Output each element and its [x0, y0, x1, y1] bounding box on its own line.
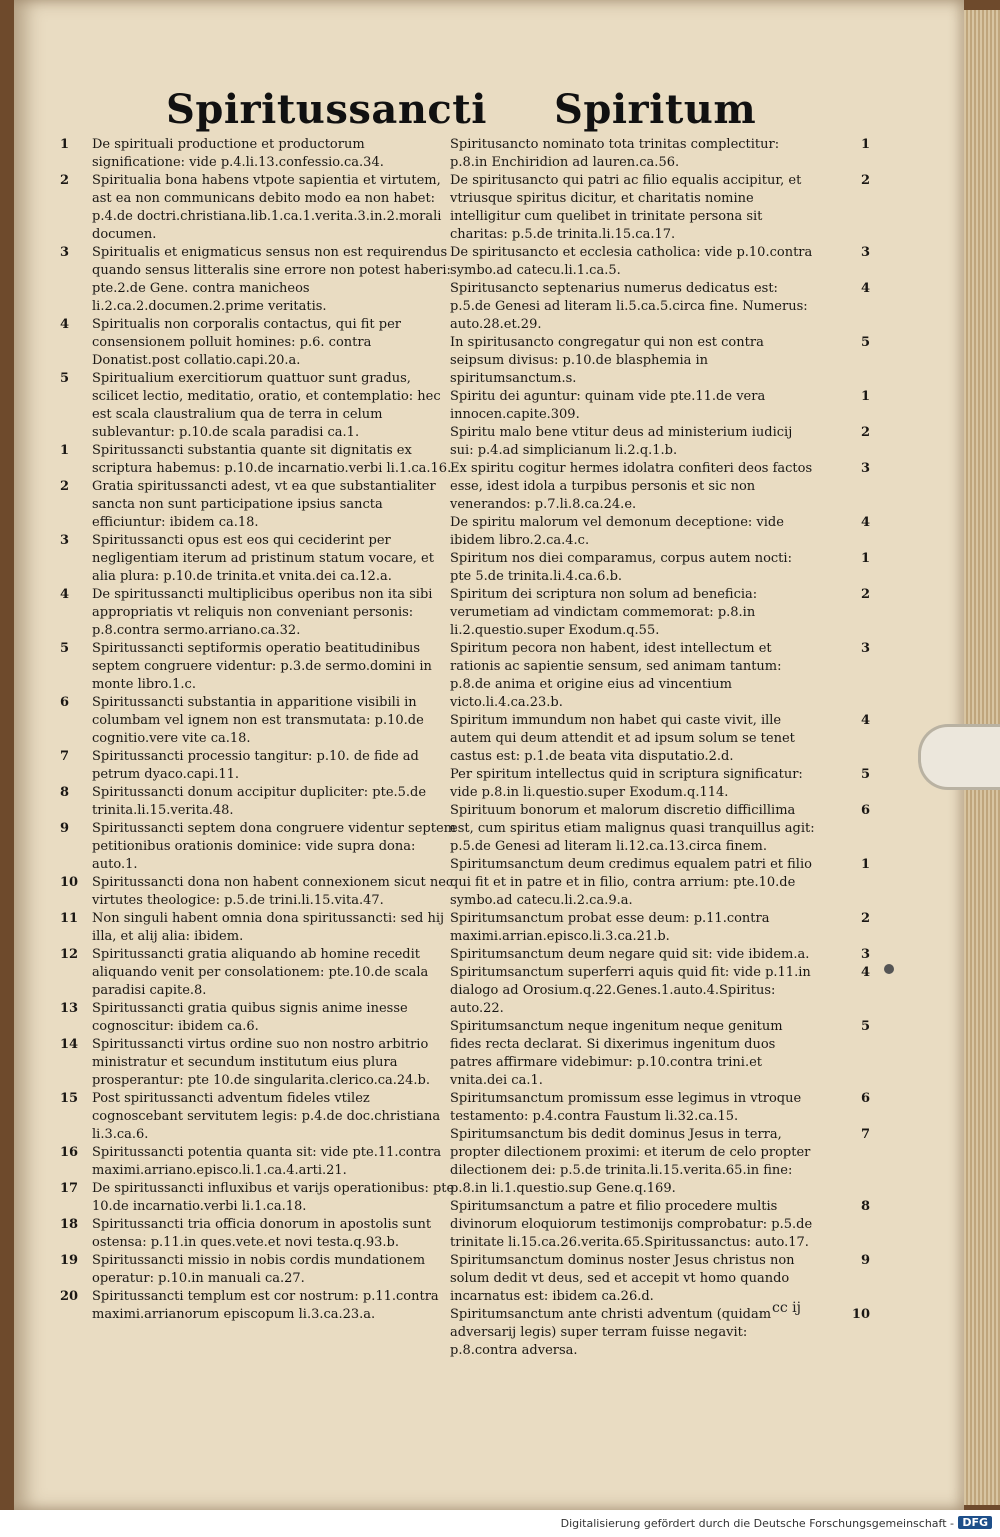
entry-number: 1: [860, 857, 870, 872]
entry-text: Spiritussancti missio in nobis cordis mundationem operatur: p.10.in manuali ca.27.: [92, 1253, 426, 1286]
index-entry: [58, 244, 458, 316]
entry-number: 1: [60, 443, 70, 458]
entry-number: 1: [860, 551, 870, 566]
entry-text: Spiritumsanctum a patre et filio procedere multis divinorum eloquiorum testimonijs comprobatur: p.5.de trinitate li.15.ca.26.verita.65.Spiritussanctus: auto.17.: [450, 1199, 813, 1250]
entry-number: 3: [860, 947, 870, 962]
entry-text: Spiritussancti virtus ordine suo non nostro arbitrio ministratur et secundum institutum eius plura prosperantur: pte 10.de singularita.clerico.ca.24.b.: [92, 1037, 430, 1088]
index-entry: [58, 532, 458, 586]
entry-text: Spiritumsanctum ante christi adventum (quidam adversarij legis) super terram fuisse negavit: p.8.contra adversa.: [450, 1307, 772, 1358]
entry-number: 2: [860, 425, 870, 440]
footer-credit: Digitalisierung gefördert durch die Deutsche Forschungsgemeinschaft -: [560, 1517, 954, 1530]
entry-number: 7: [60, 749, 70, 764]
entry-text: Spiritum pecora non habent, idest intellectum et rationis ac sapientie sensum, sed animam tantum: p.8.de anima et origine eius ad vincentium victo.li.4.ca.23.b.: [450, 641, 782, 710]
index-entry: [58, 694, 458, 748]
entry-text: De spirituali productione et productorum significatione: vide p.4.li.13.confessio.ca.34.: [92, 137, 384, 170]
index-entry: [450, 1126, 870, 1198]
entry-text: Spiritussancti processio tangitur: p.10. de fide ad petrum dyaco.capi.11.: [92, 749, 419, 782]
entry-number: 13: [60, 1001, 79, 1016]
entry-text: Spirituum bonorum et malorum discretio difficillima est, cum spiritus etiam malignus quasi tranquillus agit: p.5.de Genesi ad literam li.12.ca.13.circa finem.: [450, 803, 815, 854]
entry-number: 1: [60, 137, 70, 152]
page-spot: [884, 964, 894, 974]
entry-number: 15: [60, 1091, 79, 1106]
index-entry: [58, 478, 458, 532]
index-entry: [450, 802, 870, 856]
entry-number: 3: [860, 461, 870, 476]
entry-number: 7: [860, 1127, 870, 1142]
entry-number: 16: [60, 1145, 79, 1160]
entry-text: Spiritusancto nominato tota trinitas complectitur: p.8.in Enchiridion ad lauren.ca.56.: [450, 137, 780, 170]
entry-number: 1: [860, 137, 870, 152]
index-entry: [450, 1090, 870, 1126]
index-entry: [58, 640, 458, 694]
entry-text: De spiritu malorum vel demonum deceptione: vide ibidem libro.2.ca.4.c.: [450, 515, 784, 548]
index-entry: [450, 640, 870, 712]
index-entry: [450, 172, 870, 244]
entry-number: 5: [860, 335, 870, 350]
index-entry: [450, 514, 870, 550]
entry-text: Spiritum immundum non habet qui caste vivit, ille autem qui deum attendit et ad ipsum solum se tenet castus est: p.1.de beata vita disputatio.2.d.: [450, 713, 795, 764]
index-entry: [58, 1216, 458, 1252]
entry-text: Gratia spiritussancti adest, vt ea que substantialiter sancta non sunt participatione ipsius sancta efficiuntur: ibidem ca.18.: [92, 479, 436, 530]
index-entry: [58, 172, 458, 244]
entry-text: In spiritusancto congregatur qui non est contra seipsum divisus: p.10.de blasphemia in spiritumsanctum.s.: [450, 335, 764, 386]
entry-text: Spiritumsanctum deum negare quid sit: vide ibidem.a.: [450, 947, 810, 962]
entry-number: 2: [60, 479, 70, 494]
index-entry: [58, 1090, 458, 1144]
entry-text: Spiritualium exercitiorum quattuor sunt gradus, scilicet lectio, meditatio, oratio, et contemplatio: hec est scala claustralium qua de terra in celum sublevantur: p.10.de scala paradisi ca.1.: [92, 371, 441, 440]
index-entry: [450, 424, 870, 460]
entry-number: 2: [860, 911, 870, 926]
index-entry: [450, 460, 870, 514]
entry-text: Spiritumsanctum superferri aquis quid fit: vide p.11.in dialogo ad Orosium.q.22.Genes.1.auto.4.Spiritus: auto.22.: [450, 965, 811, 1016]
index-entry: [450, 136, 870, 172]
entry-number: 3: [860, 245, 870, 260]
index-entry: [58, 1000, 458, 1036]
index-entry: [450, 766, 870, 802]
index-entry: [58, 316, 458, 370]
entry-number: 8: [860, 1199, 870, 1214]
signature-mark: cc ij: [772, 1300, 801, 1316]
index-entry: [450, 910, 870, 946]
entry-number: 2: [860, 587, 870, 602]
entry-text: Spiritumsanctum bis dedit dominus Jesus in terra, propter dilectionem proximi: et iterum de celo propter dilectionem dei: p.5.de trinita.li.15.verita.65.in fine: p.8.in li.1.questio.sup Gene.q.169.: [450, 1127, 811, 1196]
entry-text: Spiritussancti substantia quante sit dignitatis ex scriptura habemus: p.10.de incarnatio.verbi li.1.ca.16.: [92, 443, 452, 476]
index-entry: [450, 1198, 870, 1252]
entry-number: 9: [60, 821, 70, 836]
entry-number: 14: [60, 1037, 79, 1052]
entry-text: Spiritu dei aguntur: quinam vide pte.11.de vera innocen.capite.309.: [450, 389, 766, 422]
book-page: [14, 0, 964, 1510]
index-entry: [450, 946, 870, 964]
entry-number: 4: [860, 515, 870, 530]
entry-text: De spiritussancti multiplicibus operibus non ita sibi appropriatis vt reliquis non conveniant personis: p.8.contra sermo.arriano.ca.32.: [92, 587, 433, 638]
entry-text: De spiritussancti influxibus et varijs operationibus: pte 10.de incarnatio.verbi li.1.ca.18.: [92, 1181, 455, 1214]
entry-number: 4: [60, 587, 70, 602]
entry-text: Spiritussancti potentia quanta sit: vide pte.11.contra maximi.arriano.episco.li.1.ca.4.arti.21.: [92, 1145, 442, 1178]
entry-number: 3: [60, 533, 70, 548]
entry-text: Spiritussancti dona non habent connexionem sicut nec virtutes theologice: p.5.de trini.li.15.vita.47.: [92, 875, 454, 908]
entry-text: Spiritumsanctum promissum esse legimus in vtroque testamento: p.4.contra Faustum li.32.ca.15.: [450, 1091, 802, 1124]
entry-text: Spiritualis non corporalis contactus, qui fit per consensionem polluit homines: p.6. contra Donatist.post collatio.capi.20.a.: [92, 317, 401, 368]
index-entry: [58, 1144, 458, 1180]
entry-number: 5: [860, 767, 870, 782]
index-entry: [450, 280, 870, 334]
index-entry: [58, 1252, 458, 1288]
entry-text: Spiritussancti substantia in apparitione visibili in columbam vel ignem non est transmutata: p.10.de cognitio.vere vite ca.18.: [92, 695, 424, 746]
entry-text: Post spiritussancti adventum fideles vtilez cognoscebant servitutem legis: p.4.de doc.christiana li.3.ca.6.: [92, 1091, 441, 1142]
index-entry: [58, 586, 458, 640]
entry-text: Spiritu malo bene vtitur deus ad ministerium iudicij sui: p.4.ad simplicianum li.2.q.1.b.: [450, 425, 793, 458]
left-column: [58, 136, 458, 1324]
entry-number: 5: [60, 641, 70, 656]
entry-text: Spiritussancti opus est eos qui ceciderint per negligentiam iterum ad pristinum statum vocare, et alia plura: p.10.de trinita.et vnita.dei ca.12.a.: [92, 533, 434, 584]
entry-number: 6: [60, 695, 70, 710]
index-entry: [450, 244, 870, 280]
entry-text: Spiritussancti donum accipitur dupliciter: pte.5.de trinita.li.15.verita.48.: [92, 785, 427, 818]
running-head-left: Spiritussancti: [166, 86, 487, 133]
entry-number: 2: [860, 173, 870, 188]
index-entry: [58, 1180, 458, 1216]
entry-number: 17: [60, 1181, 79, 1196]
entry-text: De spiritusancto et ecclesia catholica: vide p.10.contra symbo.ad catecu.li.1.ca.5.: [450, 245, 813, 278]
index-entry: [450, 388, 870, 424]
entry-text: Spiritualia bona habens vtpote sapientia et virtutem, ast ea non communicans debito modo ea non habet: p.4.de doctri.christiana.lib.1.ca.1.verita.3.in.2.morali documen.: [92, 173, 442, 242]
entry-number: 10: [60, 875, 79, 890]
entry-number: 20: [60, 1289, 79, 1304]
entry-text: Spiritusancto septenarius numerus dedicatus est: p.5.de Genesi ad literam li.5.ca.5.circa fine. Numerus: auto.28.et.29.: [450, 281, 808, 332]
footer-bar: [0, 1510, 1000, 1537]
index-entry: [58, 748, 458, 784]
entry-number: 4: [860, 713, 870, 728]
entry-number: 5: [60, 371, 70, 386]
entry-number: 6: [860, 803, 870, 818]
index-entry: [58, 820, 458, 874]
index-entry: [58, 1036, 458, 1090]
entry-text: Ex spiritu cogitur hermes idolatra confiteri deos factos esse, idest idola a turpibus personis et sic non venerandos: p.7.li.8.ca.24.e.: [450, 461, 813, 512]
entry-text: Spiritualis et enigmaticus sensus non est requirendus quando sensus litteralis sine errore non potest haberi: pte.2.de Gene. contra manicheos li.2.ca.2.documen.2.prime veritatis.: [92, 245, 451, 314]
entry-number: 6: [860, 1091, 870, 1106]
index-entry: [58, 370, 458, 442]
index-entry: [450, 550, 870, 586]
index-entry: [58, 874, 458, 910]
entry-text: Spiritumsanctum deum credimus equalem patri et filio qui fit et in patre et in filio, contra arrium: pte.10.de symbo.ad catecu.li.2.ca.9.a.: [450, 857, 812, 908]
entry-text: De spiritusancto qui patri ac filio equalis accipitur, et vtriusque spiritus dicitur, et charitatis nomine intelligitur cum quelibet in trinitate persona sit charitas: p.5.de trinita.li.15.ca.17.: [450, 173, 802, 242]
entry-text: Spiritussancti septiformis operatio beatitudinibus septem congruere videntur: p.3.de sermo.domini in monte libro.1.c.: [92, 641, 432, 692]
entry-text: Spiritum nos diei comparamus, corpus autem nocti: pte 5.de trinita.li.4.ca.6.b.: [450, 551, 792, 584]
entry-text: Spiritumsanctum neque ingenitum neque genitum fides recta declarat. Si dixerimus ingenitum duos patres affirmare videbimur: p.10.contra trini.et vnita.dei ca.1.: [450, 1019, 783, 1088]
index-entry: [450, 1018, 870, 1090]
index-entry: [450, 964, 870, 1018]
index-entry: [58, 784, 458, 820]
entry-number: 4: [60, 317, 70, 332]
entry-number: 10: [851, 1307, 870, 1322]
entry-number: 11: [60, 911, 79, 926]
right-column: [450, 136, 870, 1360]
entry-text: Spiritussancti templum est cor nostrum: p.11.contra maximi.arrianorum episcopum li.3.ca.23.a.: [92, 1289, 439, 1322]
entry-text: Spiritussancti gratia aliquando ab homine recedit aliquando venit per consolationem: pte.10.de scala paradisi capite.8.: [92, 947, 429, 998]
index-entry: [58, 946, 458, 1000]
index-entry: [450, 712, 870, 766]
entry-text: Per spiritum intellectus quid in scriptura significatur: vide p.8.in li.questio.super Exodum.q.114.: [450, 767, 803, 800]
index-entry: [450, 1252, 870, 1306]
dfg-logo: DFG: [958, 1516, 992, 1529]
entry-number: 1: [860, 389, 870, 404]
entry-number: 19: [60, 1253, 79, 1268]
entry-text: Spiritussancti gratia quibus signis anime inesse cognoscitur: ibidem ca.6.: [92, 1001, 408, 1034]
entry-number: 9: [860, 1253, 870, 1268]
index-entry: [450, 334, 870, 388]
entry-number: 18: [60, 1217, 79, 1232]
entry-text: Spiritumsanctum probat esse deum: p.11.contra maximi.arrian.episco.li.3.ca.21.b.: [450, 911, 770, 944]
entry-number: 4: [860, 281, 870, 296]
entry-number: 3: [860, 641, 870, 656]
entry-number: 5: [860, 1019, 870, 1034]
entry-number: 3: [60, 245, 70, 260]
index-entry: [450, 586, 870, 640]
entry-text: Spiritussancti septem dona congruere videntur septem petitionibus orationis dominice: vide supra dona: auto.1.: [92, 821, 456, 872]
running-head-right: Spiritum: [554, 86, 757, 133]
index-entry: [58, 910, 458, 946]
entry-text: Spiritussancti tria officia donorum in apostolis sunt ostensa: p.11.in ques.vete.et novi testa.q.93.b.: [92, 1217, 432, 1250]
index-entry: [58, 136, 458, 172]
entry-text: Spiritum dei scriptura non solum ad beneficia: verumetiam ad vindictam commemorat: p.8.in li.2.questio.super Exodum.q.55.: [450, 587, 758, 638]
index-entry: [58, 1288, 458, 1324]
entry-text: Non singuli habent omnia dona spiritussancti: sed hij illa, et alij alia: ibidem.: [92, 911, 445, 944]
entry-text: Spiritumsanctum dominus noster Jesus christus non solum dedit vt deus, sed et accepit vt homo quando incarnatus est: ibidem ca.26.d.: [450, 1253, 795, 1304]
entry-number: 12: [60, 947, 79, 962]
bookmark-ribbon: [918, 724, 1000, 790]
entry-number: 8: [60, 785, 70, 800]
entry-number: 4: [860, 965, 870, 980]
index-entry: [58, 442, 458, 478]
index-entry: [450, 856, 870, 910]
entry-number: 2: [60, 173, 70, 188]
